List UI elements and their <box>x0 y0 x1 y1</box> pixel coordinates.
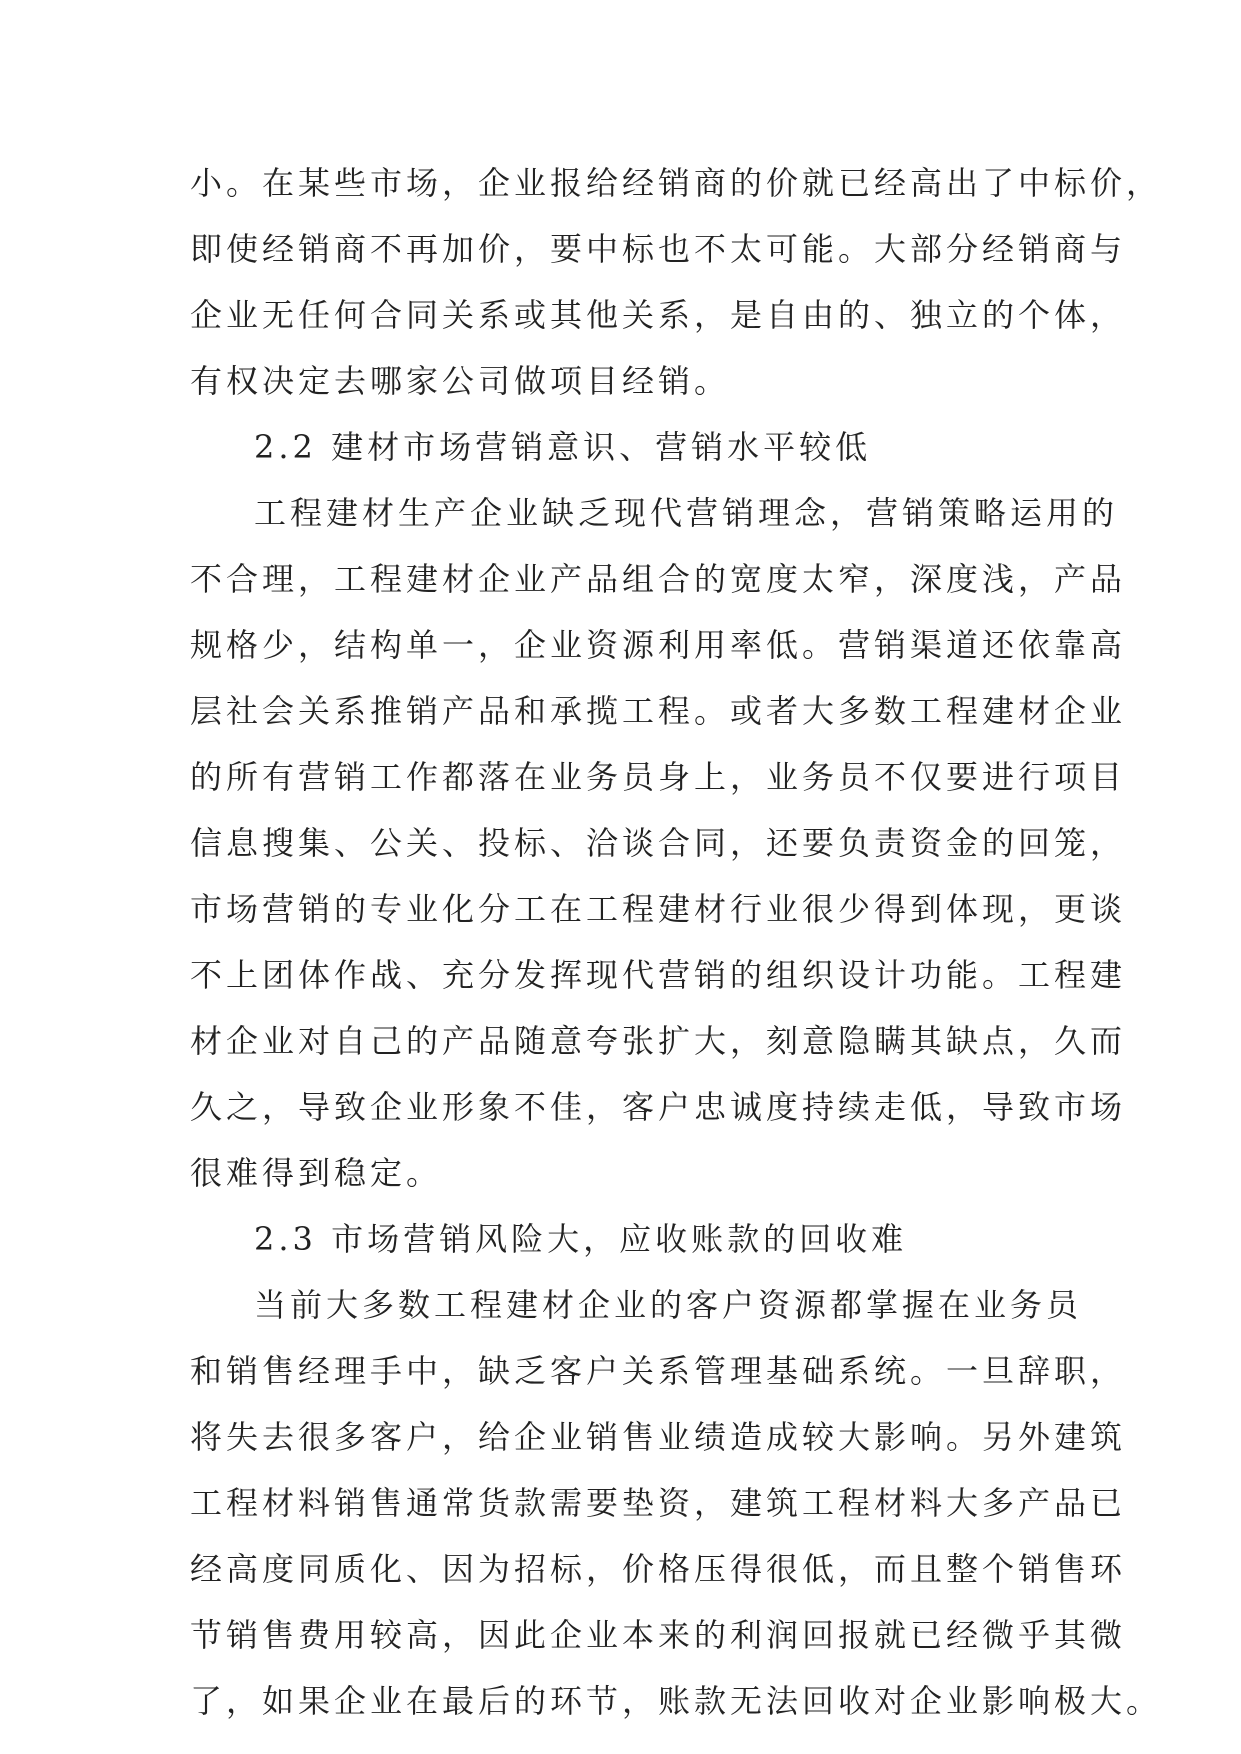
paragraph-line: 规格少，结构单一，企业资源利用率低。营销渠道还依靠高 <box>190 626 1127 664</box>
paragraph-line: 市场营销的专业化分工在工程建材行业很少得到体现，更谈 <box>190 890 1127 928</box>
paragraph-line: 当前大多数工程建材企业的客户资源都掌握在业务员 <box>254 1286 1083 1324</box>
paragraph-line: 了，如果企业在最后的环节，账款无法回收对企业影响极大。 <box>190 1682 1163 1720</box>
paragraph-line: 经高度同质化、因为招标，价格压得很低，而且整个销售环 <box>190 1550 1127 1588</box>
paragraph-line: 材企业对自己的产品随意夸张扩大，刻意隐瞒其缺点，久而 <box>190 1022 1127 1060</box>
paragraph-line: 久之，导致企业形象不佳，客户忠诚度持续走低，导致市场 <box>190 1088 1127 1126</box>
section-heading: 2.3 市场营销风险大，应收账款的回收难 <box>254 1220 908 1258</box>
section-heading: 2.2 建材市场营销意识、营销水平较低 <box>254 428 872 466</box>
paragraph-line: 小。在某些市场，企业报给经销商的价就已经高出了中标价， <box>190 164 1163 202</box>
paragraph-line: 不上团体作战、充分发挥现代营销的组织设计功能。工程建 <box>190 956 1127 994</box>
paragraph-line: 层社会关系推销产品和承揽工程。或者大多数工程建材企业 <box>190 692 1127 730</box>
paragraph-line: 节销售费用较高，因此企业本来的利润回报就已经微乎其微 <box>190 1616 1127 1654</box>
paragraph-line: 工程材料销售通常货款需要垫资，建筑工程材料大多产品已 <box>190 1484 1127 1522</box>
paragraph-line: 和销售经理手中，缺乏客户关系管理基础系统。一旦辞职， <box>190 1352 1127 1390</box>
paragraph-line: 的所有营销工作都落在业务员身上，业务员不仅要进行项目 <box>190 758 1127 796</box>
paragraph-line: 将失去很多客户，给企业销售业绩造成较大影响。另外建筑 <box>190 1418 1127 1456</box>
paragraph-line: 有权决定去哪家公司做项目经销。 <box>190 362 731 400</box>
paragraph-line: 不合理，工程建材企业产品组合的宽度太窄，深度浅，产品 <box>190 560 1127 598</box>
paragraph-line: 企业无任何合同关系或其他关系，是自由的、独立的个体， <box>190 296 1127 334</box>
paragraph-line: 信息搜集、公关、投标、洽谈合同，还要负责资金的回笼， <box>190 824 1127 862</box>
document-body <box>190 150 1163 1734</box>
paragraph-line: 很难得到稳定。 <box>190 1154 443 1192</box>
paragraph-line: 即使经销商不再加价，要中标也不太可能。大部分经销商与 <box>190 230 1127 268</box>
paragraph-line: 工程建材生产企业缺乏现代营销理念，营销策略运用的 <box>254 494 1119 532</box>
